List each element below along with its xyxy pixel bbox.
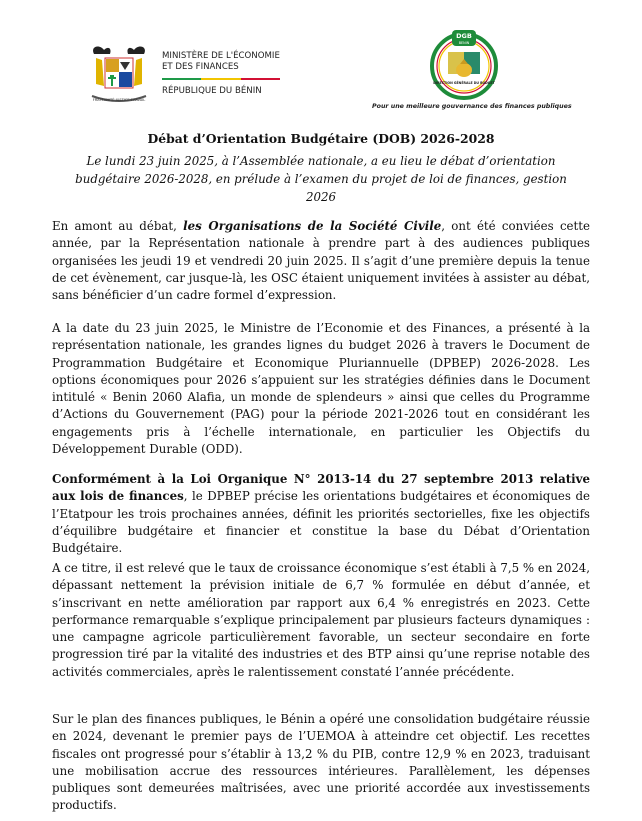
ministry-name-line2: ET DES FINANCES xyxy=(162,62,239,72)
paragraph-3 xyxy=(52,471,590,557)
paragraph-5: Sur le plan des finances publiques, le Bénin a opéré une consolidation budgétaire réussie en 2024, devenant le premier pays de l’UEMOA à atteindre cet objectif. Les recettes fiscales ont progressé pour s’établir à 13,2 % du PIB, contre 12,9 % en 2023, traduisant une mobilisation accrue des ressources intérieures. Parallèlement, les dépenses publiques sont demeurées maîtrisées, avec une priorité accordée aux investissements productifs. xyxy=(52,712,590,813)
flag-stripe xyxy=(162,78,280,80)
paragraph-1-emphasis: les Organisations de la Société Civile xyxy=(183,219,442,233)
paragraph-3-emphasis: Conformément à la Loi Organique N° 2013-14 du 27 septembre 2013 relative aux lois de finances xyxy=(52,472,590,504)
slogan: Pour une meilleure gouvernance des finances publiques xyxy=(372,103,572,110)
ministry-name-line1: MINISTÈRE DE L'ÉCONOMIE xyxy=(162,51,280,61)
document-title: Débat d’Orientation Budgétaire (DOB) 2026-2028 xyxy=(147,131,495,146)
paragraph-1-body: , ont été conviées cette année, par la Représentation nationale à prendre part à des audiences publiques organisées les jeudi 19 et vendredi 20 juin 2025. Il s’agit d’une première depuis la tenue de cet évènement, car jusque-là, les OSC étaient uniquement invitées à assister au débat, sans bénéficier d’un cadre formel d’expression. xyxy=(52,219,590,303)
dgb-badge-country: BENIN xyxy=(458,41,470,45)
paragraph-4: A ce titre, il est relevé que le taux de croissance économique s’est établi à 7,5 % en 2024, dépassant nettement la prévision initiale de 6,7 % formulée en début d’année, et s’inscrivant en nette amélioration par rapport aux 6,4 % enregistrés en 2023. Cette performance remarquable s’explique principalement par plusieurs facteurs dynamiques : une campagne agricole particulièrement favorable, un secteur secondaire en forte progression tiré par la vitalité des industries et des BTP ainsi qu’une reprise notable des activités commerciales, après le ralentissement constaté l’année précédente. xyxy=(52,561,590,679)
paragraph-3-body: , le DPBEP précise les orientations budgétaires et économiques de l’Etatpour les trois prochaines années, définit les priorités sectorielles, fixe les objectifs d’équilibre budgétaire et financier et constitue la base du Débat d’Orientation Budgétaire. xyxy=(52,489,590,556)
ministry-block xyxy=(86,42,280,106)
coat-of-arms-icon xyxy=(86,42,152,106)
paragraph-1 xyxy=(52,218,590,304)
republic-name: RÉPUBLIQUE DU BÉNIN xyxy=(162,86,262,96)
paragraph-2: A la date du 23 juin 2025, le Ministre de l’Economie et des Finances, a présenté à la représentation nationale, les grandes lignes du budget 2026 à travers le Document de Programmation Budgétaire et Economique Pluriannuelle (DPBEP) 2026-2028. Les options économiques pour 2026 s’appuient sur les stratégies définies dans le Document intitulé « Benin 2060 Alafia, un monde de splendeurs » ainsi que celles du Programme d’Actions du Gouvernement (PAG) pour la période 2021-2026 tout en considérant les engagements pris à l’échelle internationale, en particulier les Objectifs du Développement Durable (ODD). xyxy=(52,321,590,457)
dgb-logo-icon xyxy=(428,28,500,100)
document-subtitle: Le lundi 23 juin 2025, à l’Assemblée nationale, a eu lieu le débat d’orientation budgétaire 2026-2028, en prélude à l’examen du projet de loi de finances, gestion 2026 xyxy=(75,154,567,204)
paragraph-1-intro: En amont au débat, xyxy=(52,219,184,233)
dgb-ring-text: DIRECTION GÉNÉRALE DU BUDGET xyxy=(433,81,495,85)
dgb-badge-text: DGB xyxy=(456,32,472,40)
coat-motto: FRATERNITÉ JUSTICE TRAVAIL xyxy=(92,98,146,102)
letterhead xyxy=(0,0,642,125)
